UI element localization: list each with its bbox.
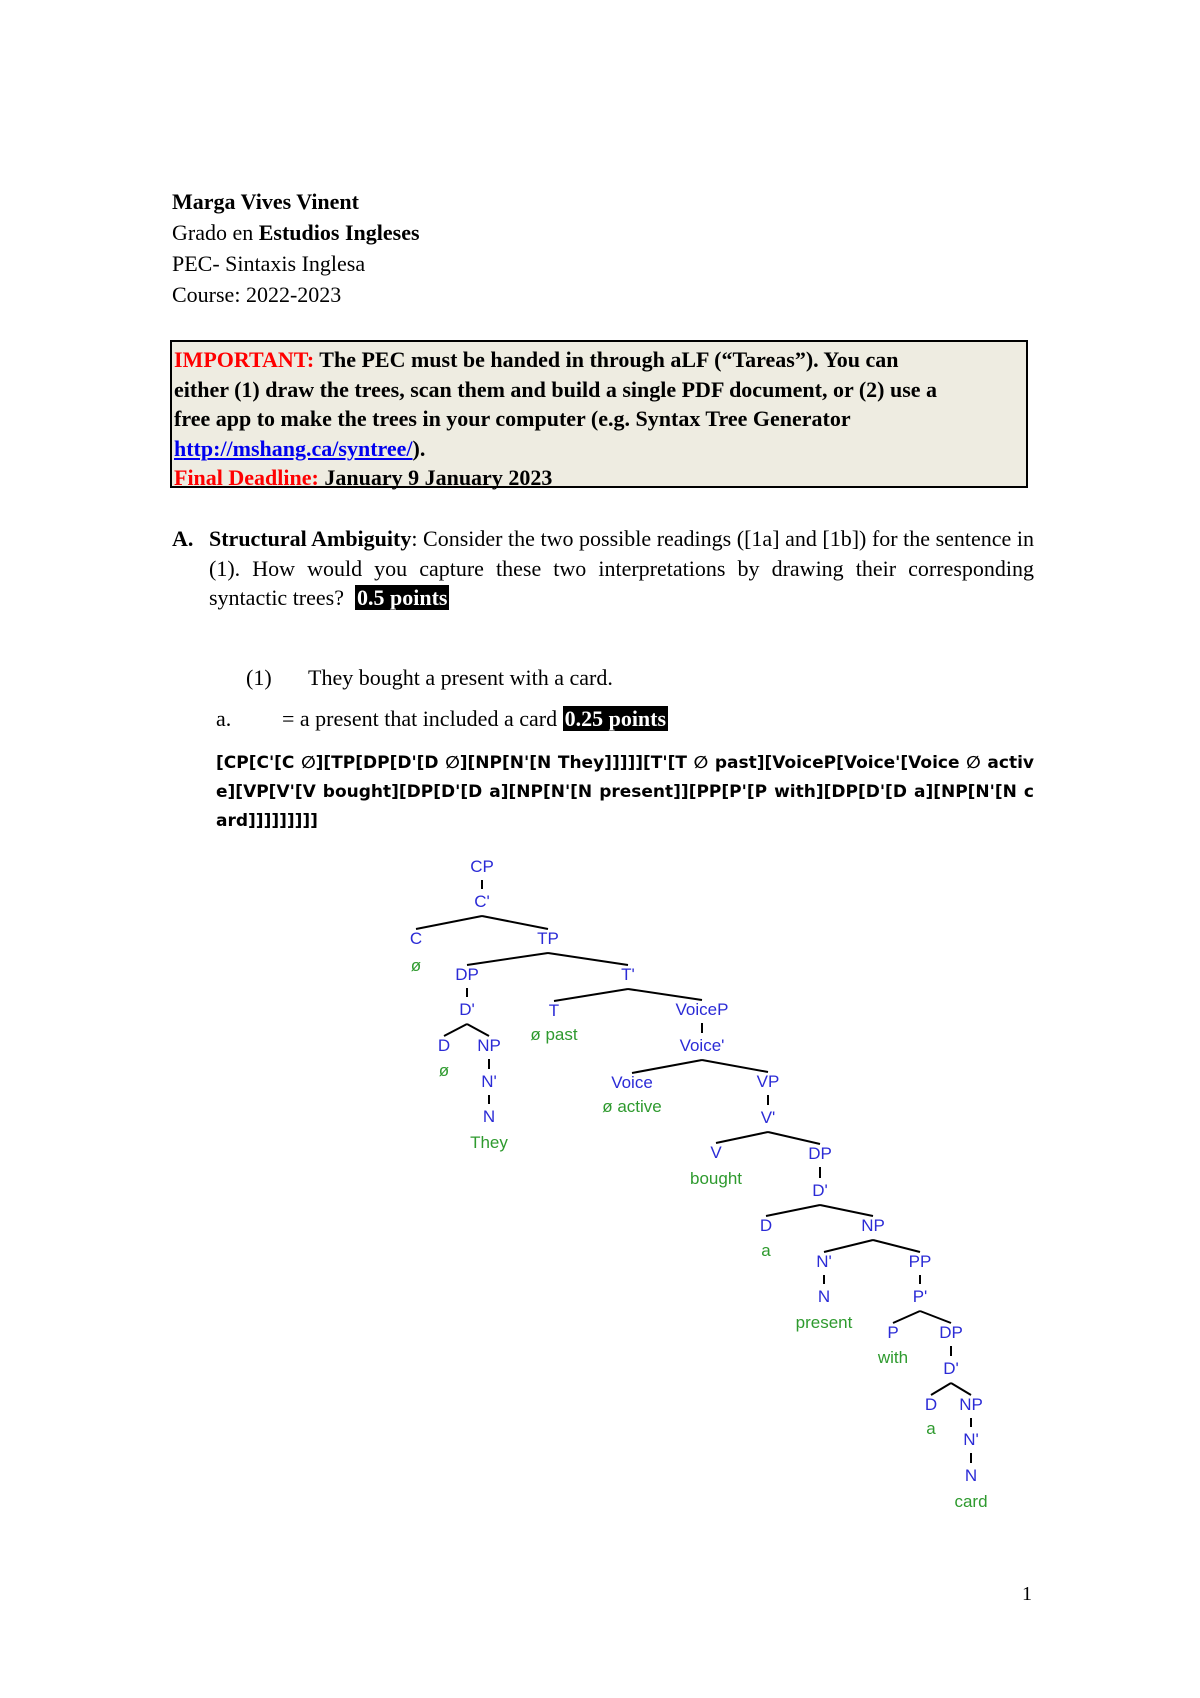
- tree-leaf-word: a: [761, 1241, 771, 1260]
- tree-leaf-word: ø: [438, 1061, 450, 1080]
- tree-node-label: C: [409, 929, 423, 948]
- tree-node-label: NP: [959, 1395, 983, 1414]
- degree-line: Grado en Estudios Ingleses: [172, 220, 420, 245]
- tree-node-label: NP: [861, 1216, 885, 1235]
- tree-node-label: C': [474, 892, 490, 911]
- section-a-body: Structural Ambiguity: Consider the two possible readings ([1a] and [1b]) for the sentence in (1). How would you capture these two interpretations by drawing their corresponding syntactic trees? 0.5 points: [209, 526, 1034, 610]
- example-number: (1): [246, 665, 272, 690]
- tree-node-label: TP: [537, 929, 559, 948]
- tree-branch: [628, 989, 702, 1000]
- labelled-bracketing: [CP[C'[C ∅][TP[DP[D'[D ∅][NP[N'[N They]]]]][T'[T ∅ past][VoiceP[Voice'[Voice ∅ active][VP[V'[V bought][DP[D'[D a][NP[N'[N present]][PP[P'[P with][DP[D'[D a][NP[N'[N card]]]]]]]]]: [216, 753, 1034, 831]
- page-number: 1: [1022, 1583, 1032, 1605]
- important-label: IMPORTANT:: [174, 347, 315, 372]
- reading-a-text: = a present that included a card: [282, 706, 558, 731]
- tree-leaf-word: present: [795, 1313, 853, 1332]
- tree-leaf-word: They: [470, 1133, 508, 1152]
- tree-node-label: V': [760, 1108, 776, 1127]
- example-text: They bought a present with a card.: [308, 665, 613, 690]
- tree-node-label: N: [482, 1107, 496, 1126]
- tree-node-label: PP: [908, 1252, 932, 1271]
- tree-branch: [951, 1383, 971, 1395]
- tree-leaf-word: ø active: [602, 1097, 662, 1116]
- tree-node-label: P': [912, 1287, 928, 1306]
- notice-line-2: either (1) draw the trees, scan them and build a single PDF document, or (2) use a: [174, 376, 938, 402]
- tree-node-label: T: [548, 1001, 560, 1020]
- tree-branch: [893, 1311, 920, 1323]
- tree-node-label: Voice: [611, 1073, 653, 1092]
- tree-node-label: D': [459, 1000, 475, 1019]
- tree-branch: [548, 953, 628, 965]
- tree-node-label: D': [812, 1181, 828, 1200]
- tree-branch: [482, 916, 548, 929]
- tree-node-label: DP: [455, 965, 479, 984]
- tree-node-label: N: [964, 1466, 978, 1485]
- tree-branch: [768, 1132, 820, 1144]
- reading-a-points-badge: 0.25 points: [564, 706, 667, 731]
- tree-branch: [632, 1060, 702, 1073]
- notice-line-3: free app to make the trees in your computer (e.g. Syntax Tree Generator: [174, 406, 851, 431]
- tree-labels: [410, 857, 988, 1511]
- tree-node-label: NP: [477, 1036, 501, 1055]
- tree-branch: [920, 1311, 951, 1323]
- subject-line: PEC- Sintaxis Inglesa: [172, 251, 366, 276]
- tree-branch: [820, 1205, 873, 1216]
- tree-branch: [554, 989, 628, 1001]
- syntree-link[interactable]: http://mshang.ca/syntree/: [174, 435, 413, 461]
- notice-deadline: Final Deadline: January 9 January 2023: [174, 465, 553, 490]
- tree-node-label: DP: [939, 1323, 963, 1342]
- tree-leaf-word: ø past: [530, 1025, 578, 1044]
- tree-branch: [467, 953, 548, 965]
- tree-branch: [716, 1132, 768, 1143]
- tree-branch: [444, 1024, 467, 1036]
- notice-line-4: http://mshang.ca/syntree/).: [174, 435, 426, 461]
- tree-leaf-word: a: [926, 1419, 936, 1438]
- section-a-points-badge: 0.5 points: [357, 585, 448, 610]
- notice-line-1: IMPORTANT: The PEC must be handed in through aLF (“Tareas”). You can: [174, 347, 899, 372]
- reading-a-label: a.: [216, 706, 232, 731]
- tree-node-label: D: [924, 1395, 938, 1414]
- tree-node-label: P: [887, 1323, 899, 1342]
- tree-node-label: N': [816, 1252, 832, 1271]
- tree-branch: [416, 916, 482, 929]
- tree-node-label: T': [621, 965, 635, 984]
- tree-leaf-word: card: [954, 1492, 988, 1511]
- tree-node-label: VP: [756, 1072, 780, 1091]
- tree-node-label: D: [759, 1216, 773, 1235]
- tree-node-label: V: [710, 1143, 722, 1162]
- tree-leaf-word: with: [877, 1348, 909, 1367]
- section-a-letter: A.: [172, 526, 194, 551]
- deadline-label: Final Deadline:: [174, 465, 319, 490]
- author-name: Marga Vives Vinent: [172, 189, 359, 214]
- tree-node-label: VoiceP: [675, 1000, 729, 1019]
- tree-node-label: N: [817, 1287, 831, 1306]
- tree-branch: [873, 1240, 920, 1252]
- tree-branch: [824, 1240, 873, 1252]
- tree-node-label: D': [943, 1359, 959, 1378]
- course-line: Course: 2022-2023: [172, 282, 342, 307]
- tree-leaf-word: ø: [410, 956, 422, 975]
- tree-node-label: Voice': [679, 1036, 725, 1055]
- tree-branch: [766, 1205, 820, 1216]
- tree-branch: [702, 1060, 768, 1072]
- tree-leaf-word: bought: [690, 1169, 742, 1188]
- tree-branch: [931, 1383, 951, 1395]
- tree-node-label: N': [963, 1430, 979, 1449]
- tree-node-label: N': [481, 1072, 497, 1091]
- section-a-title: Structural Ambiguity: [209, 526, 412, 551]
- tree-node-label: DP: [808, 1144, 832, 1163]
- tree-branch: [467, 1024, 489, 1036]
- tree-node-label: CP: [470, 857, 494, 876]
- tree-node-label: D: [437, 1036, 451, 1055]
